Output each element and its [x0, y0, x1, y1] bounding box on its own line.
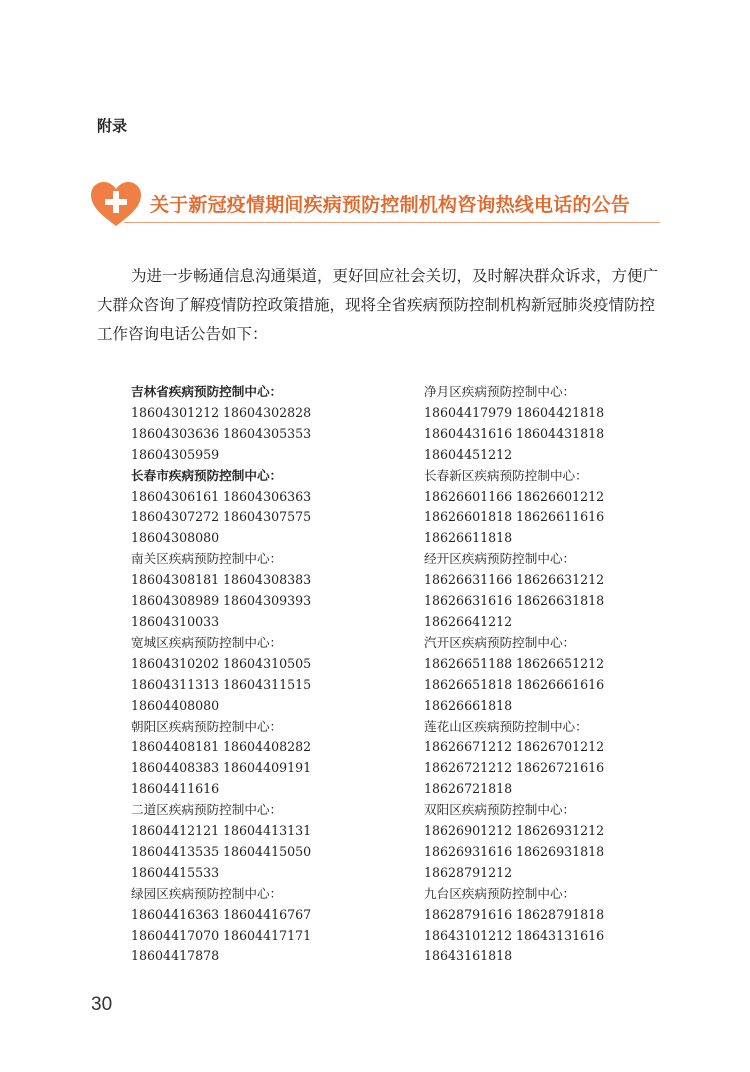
phone-number: 18626661818 [424, 697, 513, 713]
phone-number: 18604409191 [223, 760, 312, 776]
phone-row [131, 905, 381, 926]
contact-block [424, 466, 674, 550]
contact-block [424, 633, 674, 717]
phone-number: 18604308989 [131, 593, 220, 609]
phone-number: 18604408080 [131, 697, 220, 713]
phone-number: 18643161818 [424, 948, 513, 964]
phone-row [424, 842, 674, 863]
phone-number: 18604408383 [131, 760, 220, 776]
left-contact-column [131, 382, 381, 967]
right-contact-column [424, 382, 674, 967]
heading-underline [124, 222, 660, 223]
phone-number: 18626611616 [516, 509, 605, 525]
phone-number: 18604416767 [223, 906, 312, 922]
phone-number: 18604307272 [131, 509, 220, 525]
phone-number: 18604308181 [131, 572, 220, 588]
center-name: 长春新区疾病预防控制中心： [424, 467, 588, 483]
phone-number: 18604415050 [223, 843, 312, 859]
center-name: 南关区疾病预防控制中心： [131, 551, 283, 567]
phone-number: 18626721616 [516, 760, 605, 776]
phone-number: 18626651188 [424, 655, 513, 671]
phone-row [131, 926, 381, 947]
phone-number: 18604303636 [131, 425, 220, 441]
announcement-title-bar [90, 182, 660, 228]
phone-row [424, 424, 674, 445]
phone-number: 18626601818 [424, 509, 513, 525]
phone-number: 18604310202 [131, 655, 220, 671]
phone-number: 18604307575 [223, 509, 312, 525]
phone-row [131, 696, 381, 717]
phone-number: 18604431818 [516, 425, 605, 441]
phone-row [131, 403, 381, 424]
phone-number: 18604309393 [223, 593, 312, 609]
center-name: 朝阳区疾病预防控制中心： [131, 718, 283, 734]
phone-row [131, 591, 381, 612]
phone-number: 18626601166 [424, 488, 513, 504]
phone-row [131, 612, 381, 633]
phone-row [131, 654, 381, 675]
appendix-label: 附录 [97, 117, 128, 135]
phone-row [131, 842, 381, 863]
phone-row [131, 487, 381, 508]
center-name: 经开区疾病预防控制中心： [424, 551, 576, 567]
phone-row [424, 403, 674, 424]
phone-row [424, 528, 674, 549]
phone-row [424, 758, 674, 779]
phone-row [424, 696, 674, 717]
phone-number: 18626601212 [516, 488, 605, 504]
phone-number: 18604305353 [223, 425, 312, 441]
center-name: 汽开区疾病预防控制中心： [424, 634, 576, 650]
phone-number: 18626651212 [516, 655, 605, 671]
contact-block [424, 382, 674, 466]
phone-number: 18604431616 [424, 425, 513, 441]
phone-row [424, 612, 674, 633]
phone-row [131, 445, 381, 466]
phone-number: 18604417070 [131, 927, 220, 943]
phone-number: 18604310505 [223, 655, 312, 671]
phone-number: 18626721818 [424, 781, 513, 797]
contact-block [424, 717, 674, 801]
phone-number: 18626631818 [516, 593, 605, 609]
phone-number: 18604413535 [131, 843, 220, 859]
phone-number: 18604306161 [131, 488, 220, 504]
intro-text: 为进一步畅通信息沟通渠道，更好回应社会关切，及时解决群众诉求，方便广大群众咨询了解疫情防控政策措施，现将全省疾病预防控制机构新冠肺炎疫情防控工作咨询电话公告如下： [97, 267, 659, 343]
phone-number: 18626641212 [424, 613, 513, 629]
center-name: 吉林省疾病预防控制中心： [131, 384, 283, 399]
page-number: 30 [91, 994, 113, 1015]
phone-row [424, 487, 674, 508]
phone-number: 18604417171 [223, 927, 312, 943]
announcement-heading: 关于新冠疫情期间疾病预防控制机构咨询热线电话的公告 [150, 194, 631, 216]
phone-number: 18628791818 [516, 906, 605, 922]
phone-row [131, 675, 381, 696]
phone-number: 18643101212 [424, 927, 513, 943]
contact-block [424, 549, 674, 633]
phone-number: 18604311515 [223, 676, 312, 692]
phone-number: 18604417878 [131, 948, 220, 964]
phone-number: 18626671212 [424, 739, 513, 755]
phone-number: 18604301212 [131, 404, 220, 420]
contact-block [131, 884, 381, 968]
phone-number: 18626611818 [424, 530, 513, 546]
phone-number: 18604421818 [516, 404, 605, 420]
phone-number: 18604451212 [424, 446, 513, 462]
phone-row [424, 863, 674, 884]
phone-number: 18604408282 [223, 739, 312, 755]
phone-row [131, 779, 381, 800]
phone-row [424, 445, 674, 466]
center-name: 长春市疾病预防控制中心： [131, 467, 283, 483]
center-name: 九台区疾病预防控制中心： [424, 885, 576, 901]
phone-number: 18626631166 [424, 572, 513, 588]
phone-number: 18628791212 [424, 864, 513, 880]
center-name: 宽城区疾病预防控制中心： [131, 634, 283, 650]
phone-number: 18604416363 [131, 906, 220, 922]
phone-number: 18626701212 [516, 739, 605, 755]
phone-row [424, 507, 674, 528]
center-name: 莲花山区疾病预防控制中心： [424, 718, 588, 734]
phone-number: 18626931616 [424, 843, 513, 859]
phone-row [424, 654, 674, 675]
contact-block [131, 549, 381, 633]
phone-number: 18604413131 [223, 823, 312, 839]
phone-number: 18604412121 [131, 823, 220, 839]
phone-number: 18604411616 [131, 781, 220, 797]
phone-number: 18604417979 [424, 404, 513, 420]
phone-number: 18626901212 [424, 823, 513, 839]
phone-number: 18604408181 [131, 739, 220, 755]
phone-number: 18626931818 [516, 843, 605, 859]
phone-row [424, 926, 674, 947]
phone-number: 18626631212 [516, 572, 605, 588]
phone-number: 18626721212 [424, 760, 513, 776]
contact-block [424, 800, 674, 884]
phone-number: 18604306363 [223, 488, 312, 504]
phone-row [131, 946, 381, 967]
contact-block [131, 717, 381, 801]
phone-number: 18626631616 [424, 593, 513, 609]
phone-row [131, 737, 381, 758]
contact-block [131, 633, 381, 717]
phone-number: 18604308080 [131, 530, 220, 546]
contact-block [131, 466, 381, 550]
phone-row [424, 779, 674, 800]
contact-block [131, 382, 381, 466]
phone-number: 18604302828 [223, 404, 312, 420]
phone-number: 18628791616 [424, 906, 513, 922]
phone-number: 18626931212 [516, 823, 605, 839]
center-name: 二道区疾病预防控制中心： [131, 802, 283, 818]
phone-row [131, 758, 381, 779]
phone-row [131, 528, 381, 549]
center-name: 绿园区疾病预防控制中心： [131, 885, 283, 901]
phone-row [424, 821, 674, 842]
phone-number: 18604308383 [223, 572, 312, 588]
contact-block [424, 884, 674, 968]
phone-number: 18604305959 [131, 446, 220, 462]
phone-row [424, 675, 674, 696]
contact-block [131, 800, 381, 884]
phone-row [424, 905, 674, 926]
phone-number: 18604415533 [131, 864, 220, 880]
phone-number: 18604310033 [131, 613, 220, 629]
phone-row [424, 570, 674, 591]
phone-number: 18604311313 [131, 676, 220, 692]
phone-number: 18626651818 [424, 676, 513, 692]
phone-number: 18643131616 [516, 927, 605, 943]
phone-number: 18626661616 [516, 676, 605, 692]
phone-row [131, 863, 381, 884]
intro-paragraph [97, 262, 659, 349]
phone-row [424, 946, 674, 967]
phone-row [131, 570, 381, 591]
phone-row [131, 507, 381, 528]
phone-row [131, 821, 381, 842]
phone-row [424, 737, 674, 758]
center-name: 双阳区疾病预防控制中心： [424, 802, 576, 818]
center-name: 净月区疾病预防控制中心： [424, 384, 576, 399]
phone-row [131, 424, 381, 445]
phone-row [424, 591, 674, 612]
